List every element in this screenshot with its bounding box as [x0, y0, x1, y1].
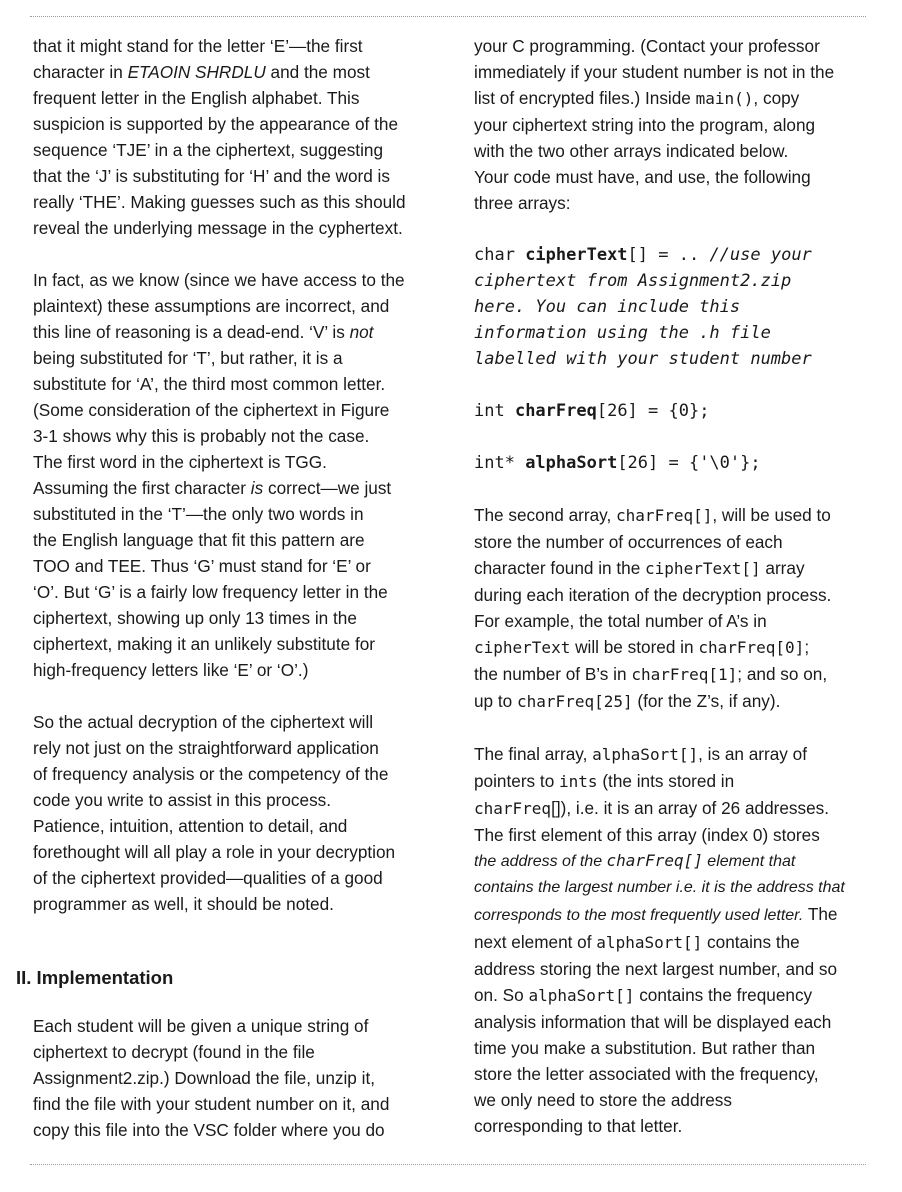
- paragraph-in-fact: In fact, as we know (since we have access to the plaintext) these assumptions are incorrect, and this line of reasoning is a dead-end. ‘V’ is not being substituted for ‘T’, but rather, it is a substitute for ‘A’, the third most common letter. (Some consideration of the ciphertext in Figure 3-1 shows why this is probably not the case. The first word in the ciphertext is TGG. Assuming the first character is correct—we just substituted in the ‘T’—the only two words in the English language that fit this pattern are TOO and TEE. Thus ‘G’ must stand for ‘E’ or ‘O’. But ‘G’ is a fairly low frequency letter in the ciphertext, showing up only 13 times in the ciphertext, making it an unlikely substitute for high-frequency letters like ‘E’ or ‘O’.): [33, 270, 405, 680]
- paragraph-each-student: Each student will be given a unique string of ciphertext to decrypt (found in the file Assignment2.zip.) Download the file, unzip it, find the file with your student number on it, and copy this file into the VSC folder where you do: [33, 1016, 390, 1140]
- paragraph-so-the-actual: So the actual decryption of the ciphertext will rely not just on the straightforward application of frequency analysis or the competency of the code you write to assist in this process. Patience, intuition, attention to detail, and forethought will all play a role in your decryption of the ciphertext provided—qualities of a good programmer as well, it should be noted.: [33, 712, 396, 914]
- code-ciphertext-declaration: char cipherText[] = .. //use your ciphertext from Assignment2.zip here. You can include this information using the .h file labelled with your student number: [474, 245, 812, 369]
- bottom-divider: [30, 1164, 866, 1165]
- top-divider: [30, 16, 866, 17]
- code-alphasort-declaration: int* alphaSort[26] = {'\0'};: [474, 453, 761, 473]
- left-column: [33, 33, 428, 943]
- code-charfreq-declaration: int charFreq[26] = {0};: [474, 401, 710, 421]
- paragraph-final-array: The final array, alphaSort[], is an array of pointers to ints (the ints stored in charFreq[]), i.e. it is an array of 26 addresses. The first element of this array (index 0) stores the address of the charFreq[] element that contains the largest number i.e. it is the address that corresponds to the most frequently used letter. The next element of alphaSort[] contains the address storing the next largest number, and so on. So alphaSort[] contains the frequency analysis information that will be displayed each time you make a substitution. But rather than store the letter associated with the frequency, we only need to store the address corresponding to that letter.: [474, 744, 845, 1136]
- right-column: [474, 33, 866, 1165]
- paragraph-second-array: The second array, charFreq[], will be used to store the number of occurrences of each character found in the cipherText[] array during each iteration of the decryption process. For example, the total number of A’s in cipherText will be stored in charFreq[0]; the number of B’s in charFreq[1]; and so on, up to charFreq[25] (for the Z’s, if any).: [474, 505, 832, 711]
- paragraph-your-c-programming: your C programming. (Contact your professor immediately if your student number is not in the list of encrypted files.) Inside main(), copy your ciphertext string into the program, along with the two other arrays indicated below. Your code must have, and use, the following three arrays:: [474, 36, 835, 213]
- paragraph-etaoin: that it might stand for the letter ‘E’—the first character in ETAOIN SHRDLU and the most frequent letter in the English alphabet. This suspicion is supported by the appearance of the sequence ‘TJE’ in a the ciphertext, suggesting that the ‘J’ is substituting for ‘H’ and the word is really ‘THE’. Making guesses such as this should reveal the underlying message in the cyphertext.: [33, 36, 406, 238]
- section-heading-implementation: II. Implementation: [16, 967, 174, 988]
